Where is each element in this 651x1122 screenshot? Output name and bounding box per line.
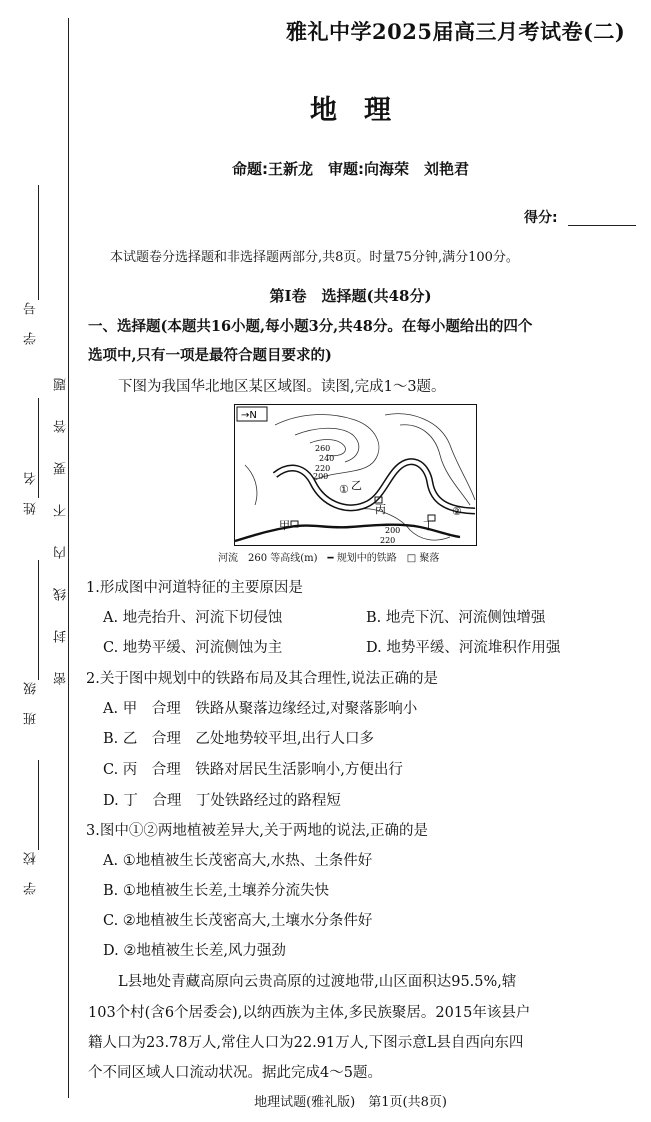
question-1-stem: 1.形成图中河道特征的主要原因是 bbox=[86, 580, 303, 596]
question-2-option-d: D. 丁 合理 丁处铁路经过的路程短 bbox=[103, 793, 341, 809]
marker-1: ① bbox=[339, 483, 349, 496]
score-blank bbox=[568, 225, 636, 226]
question-3-option-c: C. ②地植被生长茂密高大,土壤水分条件好 bbox=[103, 913, 373, 929]
class-label: 班 级 bbox=[24, 680, 39, 725]
passage-line-3: 籍人口为23.78万人,常住人口为22.91万人,下图示意L县自西向东四 bbox=[88, 1035, 524, 1051]
contour-label: 240 bbox=[319, 454, 335, 463]
question-3-option-a: A. ①地植被生长茂密高大,水热、土条件好 bbox=[103, 853, 373, 869]
question-1-option-c: C. 地势平缓、河流侧蚀为主 bbox=[103, 640, 283, 656]
question-1-option-a: A. 地壳抬升、河流下切侵蚀 bbox=[103, 610, 283, 626]
question-2-option-c: C. 丙 合理 铁路对居民生活影响小,方便出行 bbox=[103, 762, 403, 778]
subject-title: 地 理 bbox=[310, 95, 391, 126]
contour-line bbox=[245, 465, 257, 505]
contour-label: 200 bbox=[313, 472, 329, 481]
exam-title: 雅礼中学2025届高三月考试卷(二) bbox=[286, 19, 626, 44]
student-id-label: 学 号 bbox=[24, 300, 39, 345]
school-blank bbox=[38, 760, 39, 850]
question-2-option-a: A. 甲 合理 铁路从聚落边缘经过,对聚落影响小 bbox=[103, 701, 418, 717]
section-title: 第Ⅰ卷 选择题(共48分) bbox=[269, 287, 432, 305]
question-2-option-b: B. 乙 合理 乙处地势较平坦,出行人口多 bbox=[103, 731, 374, 747]
student-id-blank bbox=[38, 185, 39, 300]
page-footer: 地理试题(雅礼版) 第1页(共8页) bbox=[254, 1095, 447, 1110]
passage-line-1: L县地处青藏高原向云贵高原的过渡地带,山区面积达95.5%,辖 bbox=[118, 974, 517, 990]
seal-line-note: 密 封 线 内 不 要 答 题 bbox=[54, 370, 69, 685]
passage-line-2: 103个村(含6个居委会),以纳西族为主体,多民族聚居。2015年该县户 bbox=[88, 1005, 531, 1021]
school-label: 学 校 bbox=[24, 850, 39, 895]
question-3-option-d: D. ②地植被生长差,风力强劲 bbox=[103, 943, 286, 959]
north-arrow: →N bbox=[241, 410, 257, 421]
contour-label: 220 bbox=[380, 536, 396, 545]
exam-intro: 本试题卷分选择题和非选择题两部分,共8页。时量75分钟,满分100分。 bbox=[110, 250, 519, 265]
question-3-option-b: B. ①地植被生长差,土壤养分流失快 bbox=[103, 883, 329, 899]
instruction-line-2: 选项中,只有一项是最符合题目要求的) bbox=[88, 347, 332, 364]
place-jia: 甲 bbox=[279, 519, 290, 532]
score-label: 得分: bbox=[524, 210, 558, 226]
place-ding: 丁 bbox=[423, 519, 434, 532]
question-2-stem: 2.关于图中规划中的铁路布局及其合理性,说法正确的是 bbox=[86, 671, 438, 687]
marker-2: ② bbox=[452, 505, 462, 518]
place-bing: 丙 bbox=[375, 503, 386, 516]
question-1-option-d: D. 地势平缓、河流堆积作用强 bbox=[366, 640, 561, 656]
instruction-line-1: 一、选择题(本题共16小题,每小题3分,共48分。在每小题给出的四个 bbox=[88, 318, 533, 335]
question-3-stem: 3.图中①②两地植被差异大,关于两地的说法,正确的是 bbox=[86, 823, 429, 839]
region-map-svg bbox=[235, 405, 477, 546]
region-map bbox=[234, 404, 477, 546]
class-blank bbox=[38, 560, 39, 680]
question-1-option-b: B. 地壳下沉、河流侧蚀增强 bbox=[366, 610, 546, 626]
authors-line: 命题:王新龙 审题:向海荣 刘艳君 bbox=[232, 160, 469, 178]
contour-label: 220 bbox=[315, 464, 331, 473]
passage-line-4: 个不同区域人口流动状况。据此完成4～5题。 bbox=[88, 1065, 382, 1081]
map-legend: 河流 260 等高线(m) ━ 规划中的铁路 □ 聚落 bbox=[218, 553, 440, 564]
name-label: 姓 名 bbox=[24, 470, 39, 515]
place-yi: 乙 bbox=[351, 479, 362, 492]
contour-label: 200 bbox=[385, 526, 401, 535]
map-lead-text: 下图为我国华北地区某区域图。读图,完成1～3题。 bbox=[118, 379, 446, 395]
contour-label: 260 bbox=[315, 444, 331, 453]
